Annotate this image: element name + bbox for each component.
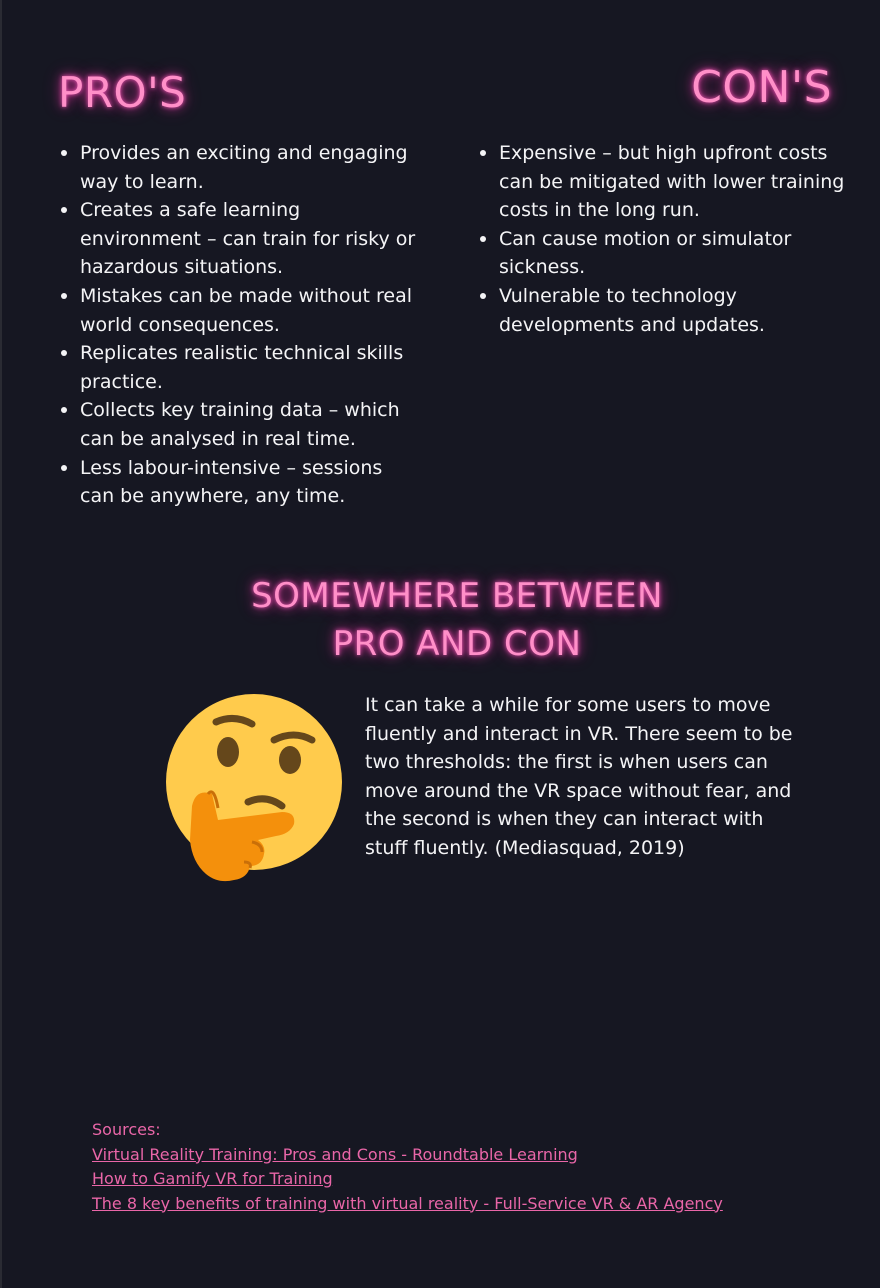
- cons-item: Can cause motion or simulator sickness.: [477, 225, 857, 282]
- cons-item: Expensive – but high upfront costs can be mitigated with lower training costs in the long run.: [477, 139, 857, 225]
- pros-item: Less labour-intensive – sessions can be anywhere, any time.: [58, 454, 418, 511]
- pros-item: Replicates realistic technical skills practice.: [58, 339, 418, 396]
- sources-label: Sources:: [92, 1120, 161, 1139]
- thinking-face-icon: [162, 690, 346, 884]
- between-title: [2, 572, 880, 668]
- cons-title: CON'S: [691, 62, 832, 113]
- cons-item: Vulnerable to technology developments and updates.: [477, 282, 857, 339]
- pros-item: Provides an exciting and engaging way to learn.: [58, 139, 418, 196]
- source-link-2[interactable]: How to Gamify VR for Training: [92, 1169, 333, 1188]
- pros-list: [58, 139, 418, 511]
- source-link-3[interactable]: The 8 key benefits of training with virtual reality - Full-Service VR & AR Agency: [92, 1193, 723, 1213]
- between-text: It can take a while for some users to move fluently and interact in VR. There seem to be two thresholds: the first is when users can move around the VR space without fear, and the second is when they can interact with stuff fluently. (Mediasquad, 2019): [365, 694, 793, 859]
- cons-list: [477, 139, 857, 339]
- pros-item: Creates a safe learning environment – can train for risky or hazardous situations.: [58, 196, 418, 282]
- pros-item: Collects key training data – which can be analysed in real time.: [58, 396, 418, 453]
- pros-title: PRO'S: [58, 68, 187, 117]
- between-title-line-2: PRO AND CON: [332, 624, 582, 664]
- source-link-1[interactable]: Virtual Reality Training: Pros and Cons - Roundtable Learning: [92, 1144, 578, 1164]
- sources: [92, 1118, 723, 1216]
- between-title-line-1: SOMEWHERE BETWEEN: [251, 576, 663, 616]
- pros-item: Mistakes can be made without real world consequences.: [58, 282, 418, 339]
